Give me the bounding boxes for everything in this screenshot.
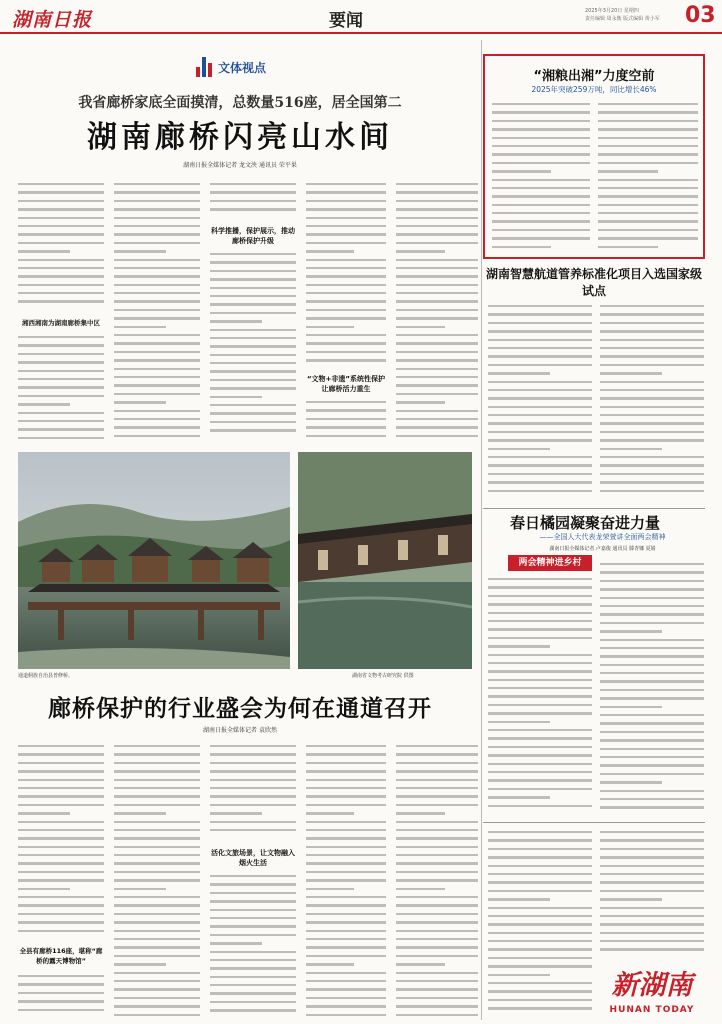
hunan-today-logo: 新湖南 (611, 970, 693, 1001)
bridge-village-illustration (18, 452, 290, 669)
feature-box-column-2 (598, 100, 698, 252)
lead-photo-bridge-2 (298, 452, 472, 669)
brief-column-1 (488, 828, 592, 1018)
section-title: 要闻 (329, 11, 363, 31)
lead-body-column-2 (114, 180, 200, 442)
column-logo-icon (196, 57, 212, 77)
bottom-article-title: 廊桥保护的行业盛会为何在通道召开 (48, 696, 432, 722)
bottom-body-column-4 (306, 742, 386, 1020)
bottom-subhead-2: 全县有廊桥116座，堪称“廊桥的露天博物馆” (19, 947, 103, 965)
article-orchard-title: 春日橘园凝聚奋进力量 (510, 514, 661, 532)
article-orchard-subtitle: ——全国人大代表龙荣萱讲全面两会精神 (539, 533, 666, 541)
article-waterway-title: 湖南智慧航道管养标准化项目入选国家级试点 (485, 267, 702, 298)
bottom-body-column-5 (396, 742, 478, 1020)
bottom-body-column-3a (210, 742, 296, 842)
lead-subtitle: 我省廊桥家底全面摸清，总数量516座，居全国第二 (78, 95, 402, 111)
editors-line: 责任编辑 周永衡 版式编辑 黄小军 (585, 16, 660, 22)
photo-credit: 湖南省文物考古研究院 供图 (352, 673, 414, 679)
lead-subhead-3: “文物+非遗”系统性保护让廊桥活力重生 (306, 375, 386, 393)
column-heading-label: 文体视点 (218, 60, 267, 75)
lead-body-column-3b (210, 250, 296, 442)
bottom-body-column-1b (18, 972, 104, 1020)
lead-photo-bridge (18, 452, 290, 669)
issue-date: 2025年3月20日 星期四 (585, 8, 639, 14)
covered-bridge-illustration (298, 452, 472, 669)
lead-body-column-5 (396, 180, 478, 442)
lead-byline: 湖南日报全媒体记者 龙文泱 通讯员 荣平果 (183, 162, 297, 169)
section-divider (483, 508, 705, 509)
lead-subhead-1: 湘西湘南为湖南廊桥集中区 (22, 319, 100, 327)
lead-body-column-1b (18, 333, 104, 443)
article-waterway-column-2 (600, 302, 704, 502)
lead-body-column-3a (210, 180, 296, 218)
masthead-info (585, 7, 681, 23)
feature-box-column-1 (492, 100, 590, 252)
brief-column-2 (600, 828, 704, 958)
lead-body-column-4a (306, 180, 386, 368)
lead-subhead-2: 科学推播，保护展示，推动廊桥保护升级 (211, 227, 295, 245)
column-divider (481, 40, 482, 1020)
feature-box-subtitle: 2025年突破259万吨，同比增长46% (531, 85, 657, 94)
article-orchard-column-2 (600, 560, 704, 815)
article-orchard-byline: 湖南日报全媒体记者 卢嘉俊 通讯员 滕青娜 夏婧 (549, 546, 656, 552)
photo-caption-1: 通道侗族自治县普修桥。 (18, 673, 74, 679)
lead-body-column-4b (306, 398, 386, 442)
column-tag-badge: 两会精神进乡村 (508, 555, 592, 571)
section-divider-2 (483, 822, 705, 823)
article-waterway-column-1 (488, 302, 592, 502)
lead-title: 湖南廊桥闪亮山水间 (87, 120, 393, 155)
bottom-body-column-2 (114, 742, 200, 1020)
lead-body-column-1 (18, 180, 104, 310)
bottom-article-byline: 湖南日报全媒体记者 袁欣然 (203, 727, 277, 734)
article-orchard-column-1 (488, 575, 592, 815)
hunan-today-logo-en: HUNAN TODAY (609, 1005, 695, 1015)
newspaper-name: 湖南日报 (12, 9, 93, 31)
page-number: 03 (685, 3, 716, 28)
feature-box-title: “湘粮出湘”力度空前 (533, 69, 655, 84)
bottom-subhead-1: 活化文旅场景，让文物融入烟火生活 (211, 849, 295, 867)
bottom-body-column-1 (18, 742, 104, 942)
column-heading (196, 56, 266, 78)
bottom-body-column-3b (210, 872, 296, 1020)
